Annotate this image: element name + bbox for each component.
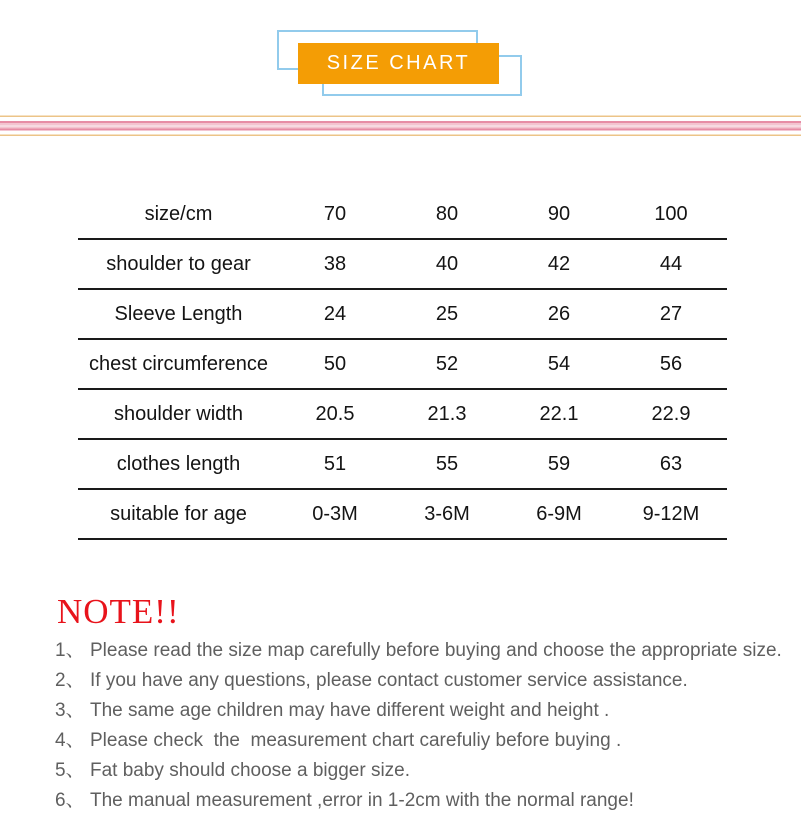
note-item <box>55 670 775 700</box>
stripe-divider <box>0 114 801 137</box>
table-row <box>78 290 727 340</box>
table-header-size-90: 90 <box>547 202 571 225</box>
cell-value: 27 <box>659 302 683 325</box>
row-label: shoulder to gear <box>106 252 251 275</box>
cell-value: 22.1 <box>539 402 579 425</box>
cell-value: 3-6M <box>424 502 470 525</box>
cell-value: 52 <box>435 352 459 375</box>
cell-value: 63 <box>659 452 683 475</box>
note-number: 2、 <box>55 670 85 691</box>
note-number: 1、 <box>55 640 85 661</box>
row-label: chest circumference <box>89 352 268 375</box>
row-label: Sleeve Length <box>114 302 243 325</box>
table-header-size-70: 70 <box>323 202 347 225</box>
note-text: Fat baby should choose a bigger size. <box>90 760 411 781</box>
note-item <box>55 730 775 760</box>
page-title: SIZE CHART <box>326 52 471 74</box>
table-row <box>78 240 727 290</box>
cell-value: 54 <box>547 352 571 375</box>
note-number: 4、 <box>55 730 85 751</box>
cell-value: 56 <box>659 352 683 375</box>
table-header-size-100: 100 <box>654 202 688 225</box>
cell-value: 44 <box>659 252 683 275</box>
table-row <box>78 440 727 490</box>
cell-value: 55 <box>435 452 459 475</box>
cell-value: 21.3 <box>427 402 467 425</box>
row-label: shoulder width <box>114 402 243 425</box>
banner-title-box <box>298 43 499 84</box>
note-text: If you have any questions, please contact customer service assistance. <box>90 670 688 691</box>
cell-value: 26 <box>547 302 571 325</box>
cell-value: 51 <box>323 452 347 475</box>
cell-value: 50 <box>323 352 347 375</box>
cell-value: 22.9 <box>651 402 691 425</box>
table-row <box>78 490 727 540</box>
cell-value: 24 <box>323 302 347 325</box>
row-label: clothes length <box>116 452 241 475</box>
table-header-size-80: 80 <box>435 202 459 225</box>
note-item <box>55 700 775 730</box>
cell-value: 40 <box>435 252 459 275</box>
cell-value: 0-3M <box>312 502 358 525</box>
note-text: The manual measurement ,error in 1-2cm with the normal range! <box>90 790 634 811</box>
note-text: Please check the measurement chart carefuliy before buying . <box>90 730 622 751</box>
table-header-row <box>78 190 727 240</box>
cell-value: 9-12M <box>642 502 700 525</box>
size-table <box>78 190 727 540</box>
note-item <box>55 790 775 820</box>
note-text: Please read the size map carefully before buying and choose the appropriate size. <box>90 640 782 661</box>
note-heading: NOTE!! <box>57 592 180 631</box>
row-label: suitable for age <box>110 502 247 525</box>
cell-value: 42 <box>547 252 571 275</box>
table-row <box>78 340 727 390</box>
cell-value: 25 <box>435 302 459 325</box>
note-number: 3、 <box>55 700 85 721</box>
table-row <box>78 390 727 440</box>
note-item <box>55 640 782 670</box>
note-number: 5、 <box>55 760 85 781</box>
note-item <box>55 760 775 790</box>
note-number: 6、 <box>55 790 85 811</box>
cell-value: 38 <box>323 252 347 275</box>
cell-value: 6-9M <box>536 502 582 525</box>
table-header-label: size/cm <box>144 202 213 225</box>
cell-value: 59 <box>547 452 571 475</box>
note-text: The same age children may have different weight and height . <box>90 700 610 721</box>
cell-value: 20.5 <box>315 402 355 425</box>
notes-list <box>55 640 782 820</box>
